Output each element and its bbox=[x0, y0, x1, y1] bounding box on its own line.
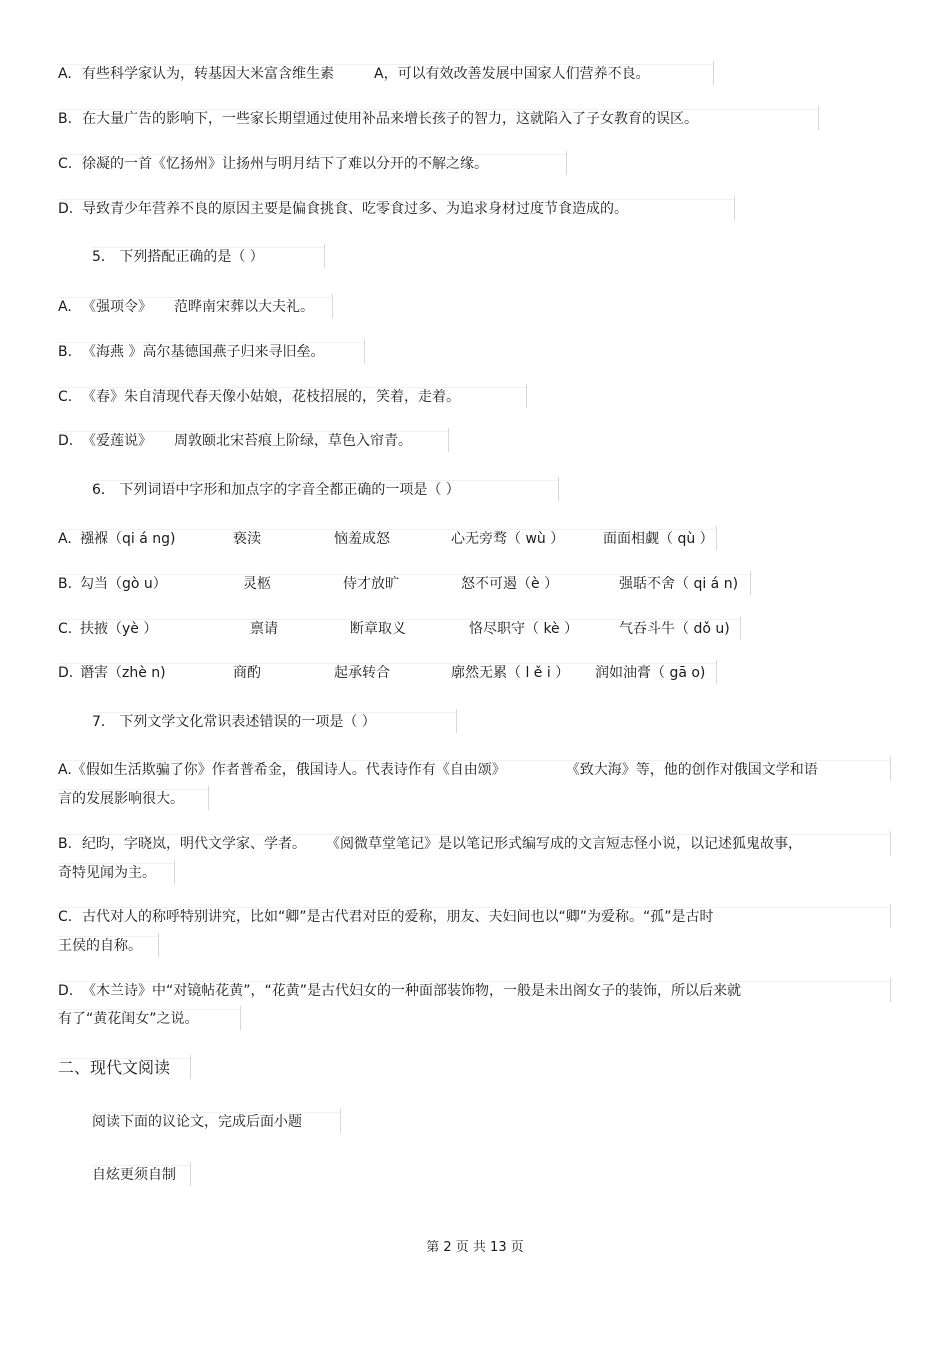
option-text: 有些科学家认为，转基因大米富含维生素 bbox=[82, 66, 334, 82]
option-cell: 扶掖（yè ） bbox=[80, 621, 158, 637]
option-cell: 谮害（zhè n) bbox=[80, 665, 166, 681]
option-text: 在大量广告的影响下，一些家长期望通过使用补品来增长孩子的智力，这就陷入了子女教育的误区。 bbox=[82, 111, 698, 127]
q6-option-a bbox=[58, 529, 716, 548]
option-label: D. bbox=[58, 983, 74, 999]
q5-option-a bbox=[58, 297, 332, 316]
option-text-2: 范晔南宋葬以大夫礼。 bbox=[174, 299, 314, 315]
question-stem: 6． 下列词语中字形和加点字的字音全都正确的一项是（ ） bbox=[92, 482, 460, 498]
option-cell: 商酌 bbox=[233, 665, 261, 681]
q6-stem bbox=[92, 480, 558, 499]
option-cell: 襁褓（qi á ng) bbox=[80, 531, 176, 547]
option-text: 《春》朱自清现代春天像小姑娘，花枝招展的，笑着，走着。 bbox=[82, 389, 460, 405]
q6-option-c bbox=[58, 619, 740, 638]
option-cell: 恪尽职守（ kè ） bbox=[469, 621, 579, 637]
reading-instruction bbox=[92, 1112, 340, 1131]
option-cell: 心无旁骛（ wù ） bbox=[451, 531, 565, 547]
option-text-2: 周敦颐北宋苔痕上阶绿，草色入帘青。 bbox=[174, 433, 412, 449]
q7-option-b-line2 bbox=[58, 863, 174, 882]
option-cell: 禀请 bbox=[250, 621, 278, 637]
q4-option-c bbox=[58, 154, 566, 173]
article-title bbox=[92, 1165, 190, 1184]
option-cell: 强聒不舍（ qi á n) bbox=[619, 576, 739, 592]
option-text-2: A，可以有效改善发展中国家人们营养不良。 bbox=[374, 66, 650, 82]
option-text-continued: 奇特见闻为主。 bbox=[58, 865, 156, 881]
option-label: C. bbox=[58, 389, 73, 405]
section-title: 二、现代文阅读 bbox=[58, 1058, 171, 1077]
option-cell: 润如油膏（ gā o) bbox=[595, 665, 706, 681]
option-text: 导致青少年营养不良的原因主要是偏食挑食、吃零食过多、为追求身材过度节食造成的。 bbox=[82, 201, 628, 217]
q7-option-c-line2 bbox=[58, 936, 158, 955]
question-stem: 7． 下列文学文化常识表述错误的一项是（ ） bbox=[92, 714, 376, 730]
option-text: 《假如生活欺骗了你》作者普希金，俄国诗人。代表诗作有《自由颂》 bbox=[71, 762, 506, 778]
option-cell: 面面相觑（ qù ） bbox=[603, 531, 714, 547]
option-cell: 气吞斗牛（ dǒ u) bbox=[619, 621, 730, 637]
option-label: B. bbox=[58, 576, 73, 592]
q6-option-d bbox=[58, 663, 716, 682]
option-cell: 廓然无累（ l ě i ） bbox=[451, 665, 570, 681]
q4-option-a bbox=[58, 64, 713, 83]
option-cell: 灵柩 bbox=[243, 576, 271, 592]
q7-stem bbox=[92, 712, 456, 731]
option-cell: 侍才放旷 bbox=[343, 576, 399, 592]
option-text-2: 《阅微草堂笔记》是以笔记形式编写成的文言短志怪小说，以记述狐鬼故事， bbox=[326, 836, 802, 852]
q4-option-b bbox=[58, 109, 818, 128]
q5-option-c bbox=[58, 387, 526, 406]
option-label: A. bbox=[58, 531, 72, 547]
option-text: 《爱莲说》 bbox=[82, 433, 152, 449]
option-label: C. bbox=[58, 621, 73, 637]
option-text-continued: 王侯的自称。 bbox=[58, 938, 142, 954]
q7-option-c-line1 bbox=[58, 907, 890, 926]
option-label: D. bbox=[58, 201, 74, 217]
page-footer: 第 2 页 共 13 页 bbox=[426, 1240, 524, 1255]
instruction-text: 阅读下面的议论文，完成后面小题 bbox=[92, 1114, 302, 1130]
option-text-continued: 有了“黄花闺女”之说。 bbox=[58, 1011, 199, 1027]
option-label: D. bbox=[58, 433, 74, 449]
q7-option-b-line1 bbox=[58, 834, 890, 853]
option-label: C. bbox=[58, 909, 73, 925]
option-text: 古代对人的称呼特别讲究，比如“卿”是古代君对臣的爱称，朋友、夫妇间也以“卿”为爱称。“孤”是古时 bbox=[82, 909, 714, 925]
option-cell: 断章取义 bbox=[350, 621, 406, 637]
option-label: A. bbox=[58, 66, 72, 82]
option-text: 纪昀，字晓岚，明代文学家、学者。 bbox=[82, 836, 306, 852]
article-title-text: 自炫更须自制 bbox=[92, 1167, 176, 1183]
q5-option-b bbox=[58, 342, 364, 361]
section-heading bbox=[58, 1058, 190, 1077]
q6-option-b bbox=[58, 574, 750, 593]
option-label: A. bbox=[58, 299, 72, 315]
option-text: 《木兰诗》中“对镜帖花黄”，“花黄”是古代妇女的一种面部装饰物，一般是未出阁女子的装饰，所以后来就 bbox=[82, 983, 742, 999]
option-label: B. bbox=[58, 836, 73, 852]
option-cell: 起承转合 bbox=[334, 665, 390, 681]
q7-option-d-line1 bbox=[58, 981, 890, 1000]
option-cell: 怒不可遏（è ） bbox=[461, 576, 559, 592]
q7-option-a-line1 bbox=[58, 760, 890, 779]
q4-option-d bbox=[58, 199, 734, 218]
option-text: 徐凝的一首《忆扬州》让扬州与明月结下了难以分开的不解之缘。 bbox=[82, 156, 488, 172]
option-label: C. bbox=[58, 156, 73, 172]
q5-stem bbox=[92, 247, 324, 266]
option-text: 《强项令》 bbox=[82, 299, 152, 315]
q7-option-a-line2 bbox=[58, 789, 208, 808]
option-cell: 亵渎 bbox=[233, 531, 261, 547]
option-label: A. bbox=[58, 762, 72, 778]
q7-option-d-line2 bbox=[58, 1009, 240, 1028]
option-cell: 勾当（gò u） bbox=[80, 576, 167, 592]
q5-option-d bbox=[58, 431, 448, 450]
option-text: 《海燕 》高尔基德国燕子归来寻旧垒。 bbox=[82, 344, 325, 360]
option-label: D. bbox=[58, 665, 74, 681]
option-label: B. bbox=[58, 344, 73, 360]
question-stem: 5． 下列搭配正确的是（ ） bbox=[92, 249, 264, 265]
option-text-2: 《致大海》等，他的创作对俄国文学和语 bbox=[565, 762, 818, 778]
option-cell: 恼羞成怒 bbox=[334, 531, 390, 547]
option-text-continued: 言的发展影响很大。 bbox=[58, 791, 184, 807]
option-label: B. bbox=[58, 111, 73, 127]
